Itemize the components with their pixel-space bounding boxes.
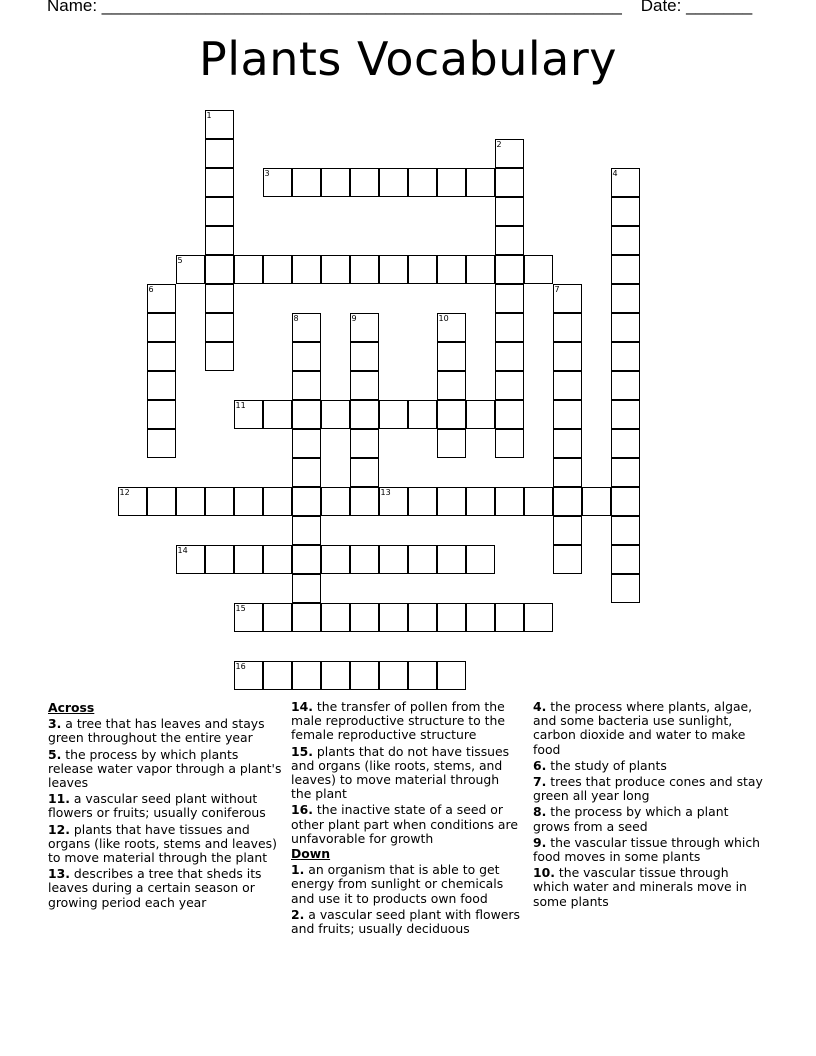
down-clue: 2. a vascular seed plant with flowers and fruits; usually deciduous <box>291 906 520 937</box>
crossword-cell[interactable] <box>350 661 379 690</box>
down-clue: 1. an organism that is able to get energy from sunlight or chemicals and use it to products own food <box>291 862 504 906</box>
crossword-cell[interactable] <box>321 545 350 574</box>
crossword-cell[interactable] <box>495 603 524 632</box>
crossword-cell[interactable] <box>350 255 379 284</box>
crossword-cell[interactable] <box>408 400 437 429</box>
crossword-cell[interactable] <box>205 168 234 197</box>
crossword-cell[interactable] <box>437 255 466 284</box>
crossword-cell[interactable] <box>263 487 292 516</box>
crossword-cell[interactable] <box>205 545 234 574</box>
down-clue: 4. the process where plants, algae, and some bacteria use sunlight, carbon dioxide and water to make food <box>533 699 753 757</box>
crossword-cell[interactable] <box>292 255 321 284</box>
crossword-cell[interactable] <box>147 487 176 516</box>
crossword-cell[interactable] <box>553 487 582 516</box>
crossword-cell[interactable] <box>292 313 321 342</box>
crossword-cell[interactable] <box>205 197 234 226</box>
clue-number: 12 <box>119 487 130 497</box>
crossword-cell[interactable] <box>611 284 640 313</box>
crossword-cell[interactable] <box>408 545 437 574</box>
crossword-cell[interactable] <box>466 603 495 632</box>
crossword-cell[interactable] <box>263 545 292 574</box>
down-heading: Down <box>291 846 331 862</box>
across-clue: 5. the process by which plants release water vapor through a plant's leaves <box>48 746 282 791</box>
crossword-cell[interactable] <box>611 255 640 284</box>
crossword-cell[interactable] <box>205 255 234 284</box>
crossword-cell[interactable] <box>321 168 350 197</box>
crossword-cell[interactable] <box>553 545 582 574</box>
crossword-cell[interactable] <box>466 168 495 197</box>
crossword-cell[interactable] <box>379 487 408 516</box>
crossword-cell[interactable] <box>408 255 437 284</box>
crossword-cell[interactable] <box>292 168 321 197</box>
crossword-cell[interactable] <box>350 429 379 458</box>
crossword-cell[interactable] <box>350 603 379 632</box>
crossword-cell[interactable] <box>553 458 582 487</box>
clue-number: 15 <box>235 603 246 613</box>
crossword-cell[interactable] <box>379 168 408 197</box>
crossword-cell[interactable] <box>292 429 321 458</box>
date-field[interactable]: _______ <box>686 0 753 15</box>
crossword-cell[interactable] <box>176 255 205 284</box>
across-clue: 15. plants that do not have tissues and organs (like roots, stems, and leaves) to move material through the plant <box>291 743 510 802</box>
crossword-cell[interactable] <box>408 487 437 516</box>
clue-number: 13 <box>380 487 391 497</box>
across-clue: 13. describes a tree that sheds its leaves during a certain season or growing period each year <box>48 866 262 910</box>
crossword-cell[interactable] <box>263 603 292 632</box>
crossword-cell[interactable] <box>292 516 321 545</box>
crossword-cell[interactable] <box>437 168 466 197</box>
crossword-cell[interactable] <box>176 545 205 574</box>
down-clue: 6. the study of plants <box>533 757 667 773</box>
crossword-cell[interactable] <box>350 487 379 516</box>
crossword-cell[interactable] <box>495 168 524 197</box>
crossword-cell[interactable] <box>263 168 292 197</box>
crossword-cell[interactable] <box>524 255 553 284</box>
clue-column-1 <box>48 700 283 910</box>
crossword-cell[interactable] <box>321 255 350 284</box>
crossword-cell[interactable] <box>263 400 292 429</box>
crossword-cell[interactable] <box>205 487 234 516</box>
crossword-cell[interactable] <box>379 603 408 632</box>
crossword-cell[interactable] <box>350 313 379 342</box>
crossword-cell[interactable] <box>553 284 582 313</box>
crossword-cell[interactable] <box>292 545 321 574</box>
crossword-cell[interactable] <box>234 661 263 690</box>
crossword-cell[interactable] <box>118 487 147 516</box>
crossword-cell[interactable] <box>321 400 350 429</box>
crossword-cell[interactable] <box>611 226 640 255</box>
name-label: Name: <box>47 0 102 15</box>
crossword-cell[interactable] <box>147 371 176 400</box>
clue-number: 3 <box>264 168 270 178</box>
crossword-cell[interactable] <box>147 313 176 342</box>
down-clue: 10. the vascular tissue through which water and minerals move in some plants <box>533 865 747 909</box>
clue-number: 14 <box>177 545 188 555</box>
crossword-cell[interactable] <box>495 342 524 371</box>
crossword-cell[interactable] <box>611 313 640 342</box>
crossword-cell[interactable] <box>350 458 379 487</box>
crossword-cell[interactable] <box>553 516 582 545</box>
crossword-cell[interactable] <box>350 371 379 400</box>
crossword-cell[interactable] <box>437 313 466 342</box>
crossword-cell[interactable] <box>408 168 437 197</box>
crossword-cell[interactable] <box>292 400 321 429</box>
crossword-cell[interactable] <box>234 545 263 574</box>
crossword-cell[interactable] <box>466 400 495 429</box>
crossword-cell[interactable] <box>176 487 205 516</box>
crossword-cell[interactable] <box>611 429 640 458</box>
crossword-cell[interactable] <box>611 487 640 516</box>
across-clue: 12. plants that have tissues and organs (like roots, stems and leaves) to move material through the plant <box>48 821 277 866</box>
crossword-cell[interactable] <box>350 342 379 371</box>
across-clue: 3. a tree that has leaves and stays green throughout the entire year <box>48 716 265 746</box>
crossword-cell[interactable] <box>147 429 176 458</box>
crossword-cell[interactable] <box>292 661 321 690</box>
crossword-cell[interactable] <box>553 371 582 400</box>
crossword-cell[interactable] <box>205 110 234 139</box>
crossword-cell[interactable] <box>205 226 234 255</box>
crossword-cell[interactable] <box>437 342 466 371</box>
clue-column-3 <box>533 700 765 909</box>
crossword-cell[interactable] <box>495 400 524 429</box>
name-field[interactable]: _______________________________________________________ <box>101 0 622 15</box>
crossword-cell[interactable] <box>437 661 466 690</box>
crossword-cell[interactable] <box>611 168 640 197</box>
crossword-cell[interactable] <box>292 458 321 487</box>
crossword-cell[interactable] <box>234 400 263 429</box>
crossword-cell[interactable] <box>379 545 408 574</box>
down-clue: 8. the process by which a plant grows from a seed <box>533 804 729 834</box>
crossword-cell[interactable] <box>147 400 176 429</box>
crossword-cell[interactable] <box>611 516 640 545</box>
crossword-cell[interactable] <box>234 487 263 516</box>
crossword-cell[interactable] <box>437 487 466 516</box>
crossword-cell[interactable] <box>495 487 524 516</box>
crossword-cell[interactable] <box>437 371 466 400</box>
crossword-cell[interactable] <box>466 487 495 516</box>
crossword-cell[interactable] <box>205 313 234 342</box>
crossword-cell[interactable] <box>553 429 582 458</box>
crossword-cell[interactable] <box>495 313 524 342</box>
crossword-cell[interactable] <box>263 255 292 284</box>
crossword-cell[interactable] <box>437 545 466 574</box>
crossword-cell[interactable] <box>292 487 321 516</box>
clue-number: 8 <box>293 313 299 323</box>
crossword-cell[interactable] <box>553 342 582 371</box>
crossword-cell[interactable] <box>495 371 524 400</box>
crossword-cell[interactable] <box>466 255 495 284</box>
crossword-cell[interactable] <box>263 661 292 690</box>
crossword-cell[interactable] <box>553 400 582 429</box>
clue-number: 10 <box>438 313 449 323</box>
clue-number: 4 <box>612 168 618 178</box>
crossword-cell[interactable] <box>350 400 379 429</box>
crossword-cell[interactable] <box>292 342 321 371</box>
crossword-cell[interactable] <box>611 545 640 574</box>
clue-number: 2 <box>496 139 502 149</box>
clue-number: 11 <box>235 400 246 410</box>
crossword-cell[interactable] <box>292 574 321 603</box>
clue-number: 16 <box>235 661 246 671</box>
crossword-cell[interactable] <box>205 342 234 371</box>
crossword-cell[interactable] <box>437 603 466 632</box>
crossword-cell[interactable] <box>147 342 176 371</box>
crossword-cell[interactable] <box>321 661 350 690</box>
across-clue: 16. the inactive state of a seed or other plant part when conditions are unfavorable for growth <box>291 802 518 846</box>
crossword-cell[interactable] <box>437 400 466 429</box>
crossword-cell[interactable] <box>379 255 408 284</box>
crossword-cell[interactable] <box>495 255 524 284</box>
clue-number: 7 <box>554 284 560 294</box>
crossword-cell[interactable] <box>408 603 437 632</box>
crossword-cell[interactable] <box>495 197 524 226</box>
crossword-cell[interactable] <box>582 487 611 516</box>
crossword-cell[interactable] <box>234 603 263 632</box>
crossword-cell[interactable] <box>495 284 524 313</box>
crossword-cell[interactable] <box>292 603 321 632</box>
crossword-cell[interactable] <box>321 487 350 516</box>
crossword-cell[interactable] <box>466 545 495 574</box>
down-clue: 7. trees that produce cones and stay green all year long <box>533 774 763 804</box>
clue-column-2 <box>291 700 523 936</box>
crossword-cell[interactable] <box>205 284 234 313</box>
crossword-cell[interactable] <box>292 371 321 400</box>
crossword-cell[interactable] <box>611 342 640 371</box>
crossword-cell[interactable] <box>524 603 553 632</box>
crossword-cell[interactable] <box>437 429 466 458</box>
down-clue: 9. the vascular tissue through which food moves in some plants <box>533 834 761 865</box>
clue-number: 1 <box>206 110 212 120</box>
date-label: Date: <box>640 0 687 15</box>
crossword-cell[interactable] <box>147 284 176 313</box>
crossword-cell[interactable] <box>350 168 379 197</box>
crossword-cell[interactable] <box>611 574 640 603</box>
crossword-cell[interactable] <box>234 255 263 284</box>
crossword-cell[interactable] <box>524 487 553 516</box>
page-title: Plants Vocabulary <box>199 32 617 86</box>
crossword-cell[interactable] <box>611 458 640 487</box>
crossword-cell[interactable] <box>495 139 524 168</box>
crossword-cell[interactable] <box>611 400 640 429</box>
crossword-cell[interactable] <box>379 400 408 429</box>
crossword-cell[interactable] <box>611 371 640 400</box>
crossword-cell[interactable] <box>321 603 350 632</box>
across-heading: Across <box>48 700 95 715</box>
crossword-cell[interactable] <box>495 429 524 458</box>
clue-number: 9 <box>351 313 357 323</box>
crossword-cell[interactable] <box>350 545 379 574</box>
crossword-cell[interactable] <box>553 313 582 342</box>
across-clue: 11. a vascular seed plant without flowers or fruits; usually coniferous <box>48 791 266 821</box>
crossword-cell[interactable] <box>205 139 234 168</box>
crossword-cell[interactable] <box>379 661 408 690</box>
crossword-cell[interactable] <box>611 197 640 226</box>
crossword-cell[interactable] <box>495 226 524 255</box>
clue-number: 6 <box>148 284 154 294</box>
across-clue: 14. the transfer of pollen from the male reproductive structure to the female reproductive structure <box>291 699 505 743</box>
crossword-cell[interactable] <box>408 661 437 690</box>
clue-number: 5 <box>177 255 183 265</box>
